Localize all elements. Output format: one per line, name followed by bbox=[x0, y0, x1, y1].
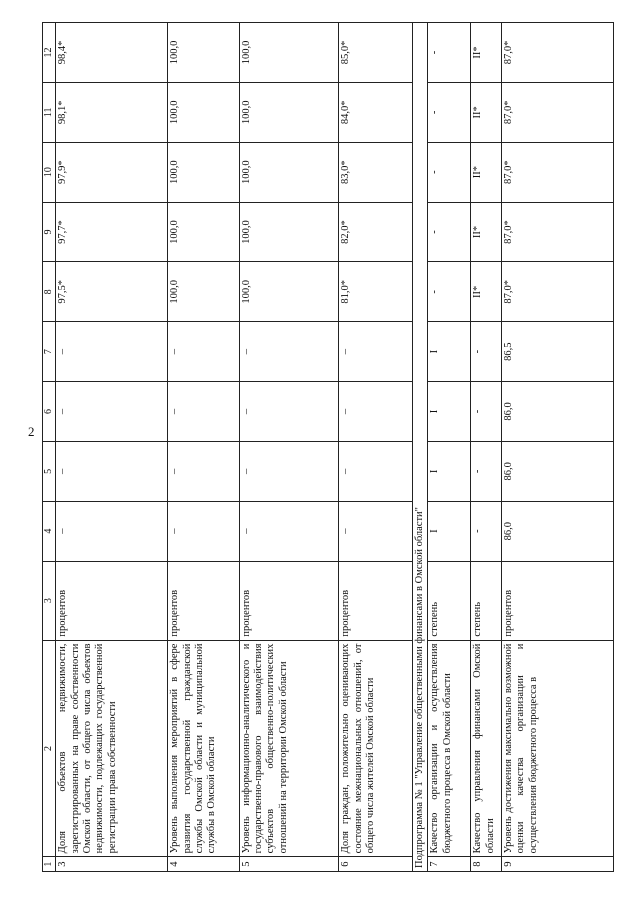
row-number: 9 bbox=[501, 857, 613, 872]
value-cell: – bbox=[339, 322, 412, 382]
value-cell: II* bbox=[471, 262, 502, 322]
header-cell: 9 bbox=[43, 202, 56, 262]
row-number: 7 bbox=[428, 857, 471, 872]
value-cell: 85,0* bbox=[339, 23, 412, 83]
value-cell: – bbox=[239, 322, 339, 382]
value-cell: – bbox=[239, 501, 339, 561]
unit: степень bbox=[428, 561, 471, 640]
unit: процентов bbox=[56, 561, 168, 640]
header-row bbox=[43, 23, 56, 872]
value-cell: 81,0* bbox=[339, 262, 412, 322]
unit: степень bbox=[471, 561, 502, 640]
table-row bbox=[428, 23, 471, 872]
unit: процентов bbox=[339, 561, 412, 640]
value-cell: 87,0* bbox=[501, 262, 613, 322]
header-cell: 12 bbox=[43, 23, 56, 83]
header-cell: 10 bbox=[43, 142, 56, 202]
row-number: 8 bbox=[471, 857, 502, 872]
indicator-name: Качество управления финансами Омской области bbox=[471, 640, 502, 857]
value-cell: - bbox=[428, 23, 471, 83]
value-cell: I bbox=[428, 441, 471, 501]
row-number: 3 bbox=[56, 857, 168, 872]
value-cell: 86,0 bbox=[501, 441, 613, 501]
value-cell: - bbox=[471, 441, 502, 501]
value-cell: 100,0 bbox=[168, 142, 239, 202]
value-cell: 98,4* bbox=[56, 23, 168, 83]
header-cell: 2 bbox=[43, 640, 56, 857]
value-cell: - bbox=[428, 262, 471, 322]
header-cell: 3 bbox=[43, 561, 56, 640]
value-cell: 87,0* bbox=[501, 202, 613, 262]
header-cell: 6 bbox=[43, 382, 56, 442]
value-cell: II* bbox=[471, 23, 502, 83]
value-cell: – bbox=[56, 382, 168, 442]
value-cell: – bbox=[168, 501, 239, 561]
value-cell: – bbox=[339, 441, 412, 501]
row-number: 6 bbox=[339, 857, 412, 872]
value-cell: 86,0 bbox=[501, 501, 613, 561]
value-cell: 100,0 bbox=[168, 262, 239, 322]
value-cell: 100,0 bbox=[239, 142, 339, 202]
value-cell: 87,0* bbox=[501, 23, 613, 83]
indicator-name: Уровень выполнения мероприятий в сфере развития государственной гражданской службы Омской области и муниципальной службы в Омской области bbox=[168, 640, 239, 857]
rotated-page bbox=[42, 22, 614, 872]
value-cell: - bbox=[471, 322, 502, 382]
value-cell: – bbox=[168, 441, 239, 501]
indicators-table-wrapper bbox=[42, 22, 614, 872]
value-cell: - bbox=[471, 501, 502, 561]
value-cell: I bbox=[428, 382, 471, 442]
header-cell: 1 bbox=[43, 857, 56, 872]
value-cell: – bbox=[168, 382, 239, 442]
value-cell: - bbox=[471, 382, 502, 442]
indicators-table bbox=[42, 22, 614, 872]
indicator-name: Доля граждан, положительно оценивающих состояние межнациональных отношений, от общего числа жителей Омской области bbox=[339, 640, 412, 857]
value-cell: – bbox=[168, 322, 239, 382]
value-cell: 100,0 bbox=[168, 23, 239, 83]
indicator-name: Качество организации и осуществления бюджетного процесса в Омской области bbox=[428, 640, 471, 857]
value-cell: 100,0 bbox=[239, 23, 339, 83]
value-cell: 100,0 bbox=[168, 82, 239, 142]
value-cell: – bbox=[239, 382, 339, 442]
header-cell: 4 bbox=[43, 501, 56, 561]
value-cell: – bbox=[56, 501, 168, 561]
table-row bbox=[339, 23, 412, 872]
table-row bbox=[239, 23, 339, 872]
value-cell: 83,0* bbox=[339, 142, 412, 202]
value-cell: II* bbox=[471, 82, 502, 142]
value-cell: 97,5* bbox=[56, 262, 168, 322]
unit: процентов bbox=[501, 561, 613, 640]
value-cell: II* bbox=[471, 202, 502, 262]
header-cell: 7 bbox=[43, 322, 56, 382]
value-cell: - bbox=[428, 202, 471, 262]
value-cell: 86,0 bbox=[501, 382, 613, 442]
value-cell: 100,0 bbox=[168, 202, 239, 262]
value-cell: 97,7* bbox=[56, 202, 168, 262]
value-cell: 84,0* bbox=[339, 82, 412, 142]
value-cell: 87,0* bbox=[501, 142, 613, 202]
indicator-name: Доля объектов недвижимости, зарегистрированных на праве собственности Омской области, от общего числа объектов недвижимости, подлежащих государственной регистрации права собственности bbox=[56, 640, 168, 857]
table-row bbox=[471, 23, 502, 872]
value-cell: I bbox=[428, 322, 471, 382]
value-cell: – bbox=[339, 501, 412, 561]
subprogram-title: Подпрограмма № 1 "Управление общественными финансами в Омской области" bbox=[412, 23, 428, 872]
value-cell: - bbox=[428, 142, 471, 202]
indicator-name: Уровень информационно-аналитического и государственно-правового взаимодействия субъектов общественно-политических отношений на территории Омской области bbox=[239, 640, 339, 857]
value-cell: 100,0 bbox=[239, 202, 339, 262]
value-cell: – bbox=[56, 322, 168, 382]
value-cell: I bbox=[428, 501, 471, 561]
subprogram-row bbox=[412, 23, 428, 872]
value-cell: 82,0* bbox=[339, 202, 412, 262]
value-cell: 100,0 bbox=[239, 262, 339, 322]
value-cell: – bbox=[239, 441, 339, 501]
header-cell: 8 bbox=[43, 262, 56, 322]
value-cell: II* bbox=[471, 142, 502, 202]
page-number: 2 bbox=[28, 424, 35, 439]
value-cell: – bbox=[56, 441, 168, 501]
value-cell: 86,5 bbox=[501, 322, 613, 382]
unit: процентов bbox=[168, 561, 239, 640]
row-number: 5 bbox=[239, 857, 339, 872]
row-number: 4 bbox=[168, 857, 239, 872]
indicator-name: Уровень достижения максимально возможной оценки качества организации и осуществления бюджетного процесса в bbox=[501, 640, 613, 857]
unit: процентов bbox=[239, 561, 339, 640]
header-cell: 5 bbox=[43, 441, 56, 501]
table-row bbox=[56, 23, 168, 872]
table-row bbox=[168, 23, 239, 872]
value-cell: – bbox=[339, 382, 412, 442]
value-cell: - bbox=[428, 82, 471, 142]
table-row bbox=[501, 23, 613, 872]
header-cell: 11 bbox=[43, 82, 56, 142]
value-cell: 87,0* bbox=[501, 82, 613, 142]
value-cell: 100,0 bbox=[239, 82, 339, 142]
value-cell: 97,9* bbox=[56, 142, 168, 202]
value-cell: 98,1* bbox=[56, 82, 168, 142]
